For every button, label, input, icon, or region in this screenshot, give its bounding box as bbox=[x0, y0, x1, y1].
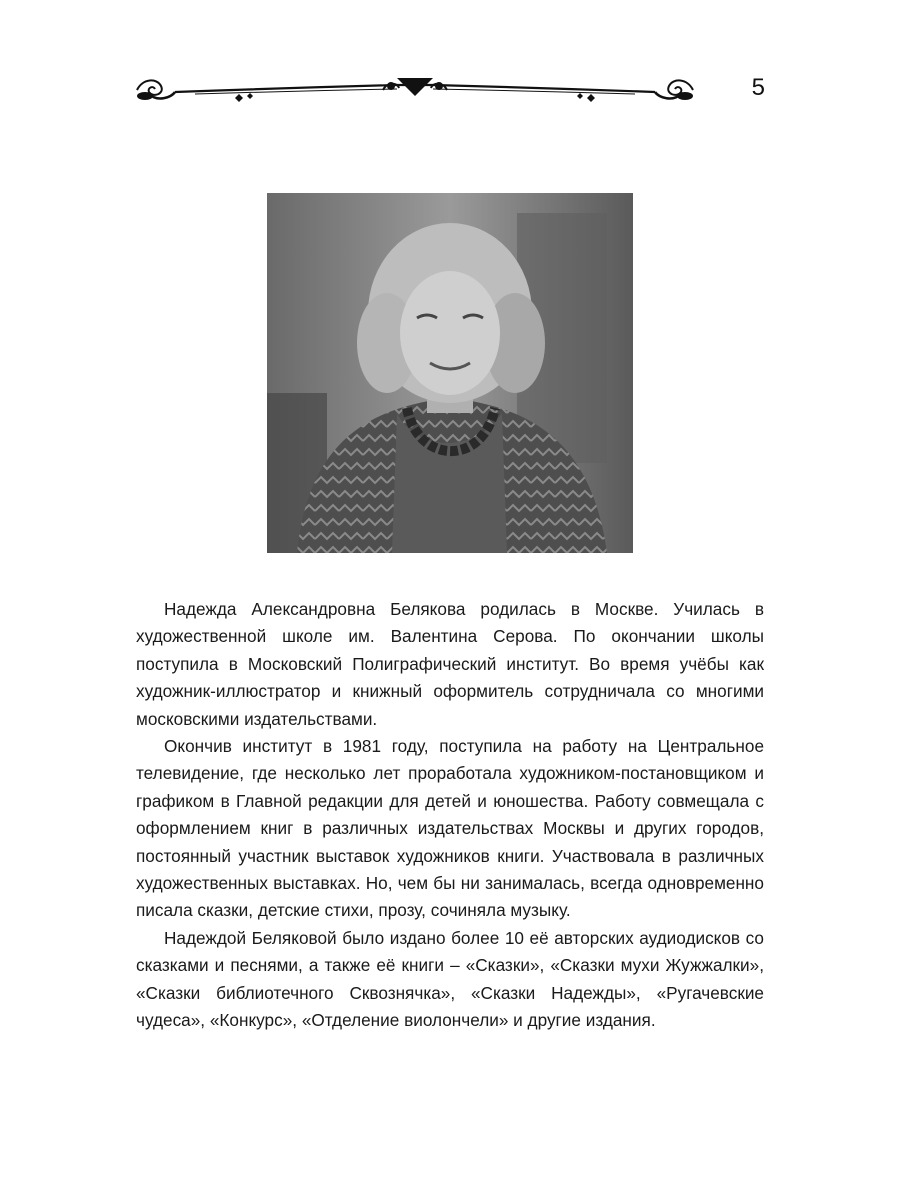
page-number: 5 bbox=[751, 74, 765, 101]
portrait-photo-icon bbox=[267, 193, 633, 553]
paragraph: Окончив институт в 1981 году, поступила на работу на Центральное телевидение, где несколько лет проработала художником-постановщиком и графиком в Главной редакции для детей и юношества. Работу совмещала с оформлением книг в различных издательствах Москвы и других городов, постоянный участник выставок художников книги. Участвовала в различных художественных выставках. Но, чем бы ни занималась, всегда одновременно писала сказки, детские стихи, прозу, сочиняла музыку. bbox=[136, 736, 764, 921]
paragraph: Надеждой Беляковой было издано более 10 её авторских аудиодисков со сказками и песнями, а также её книги – «Сказки», «Сказки мухи Жужжалки», «Сказки библиотечного Сквознячка», «Сказки Надежды», «Ругачевские чудеса», «Конкурс», «Отделение виолончели» и другие издания. bbox=[136, 927, 764, 1031]
author-portrait-photo bbox=[267, 193, 633, 553]
paragraph: Надежда Александровна Белякова родилась в Москве. Училась в художественной школе им. Валентина Серова. По окончании школы поступила в Московский Полиграфический институт. Во время учёбы как художник-иллюстратор и книжный оформитель сотрудничала со многими московскими издательствами. bbox=[136, 599, 764, 729]
biography-text bbox=[136, 596, 764, 1035]
page-header bbox=[135, 68, 765, 112]
decorative-ornament-icon bbox=[135, 68, 695, 112]
